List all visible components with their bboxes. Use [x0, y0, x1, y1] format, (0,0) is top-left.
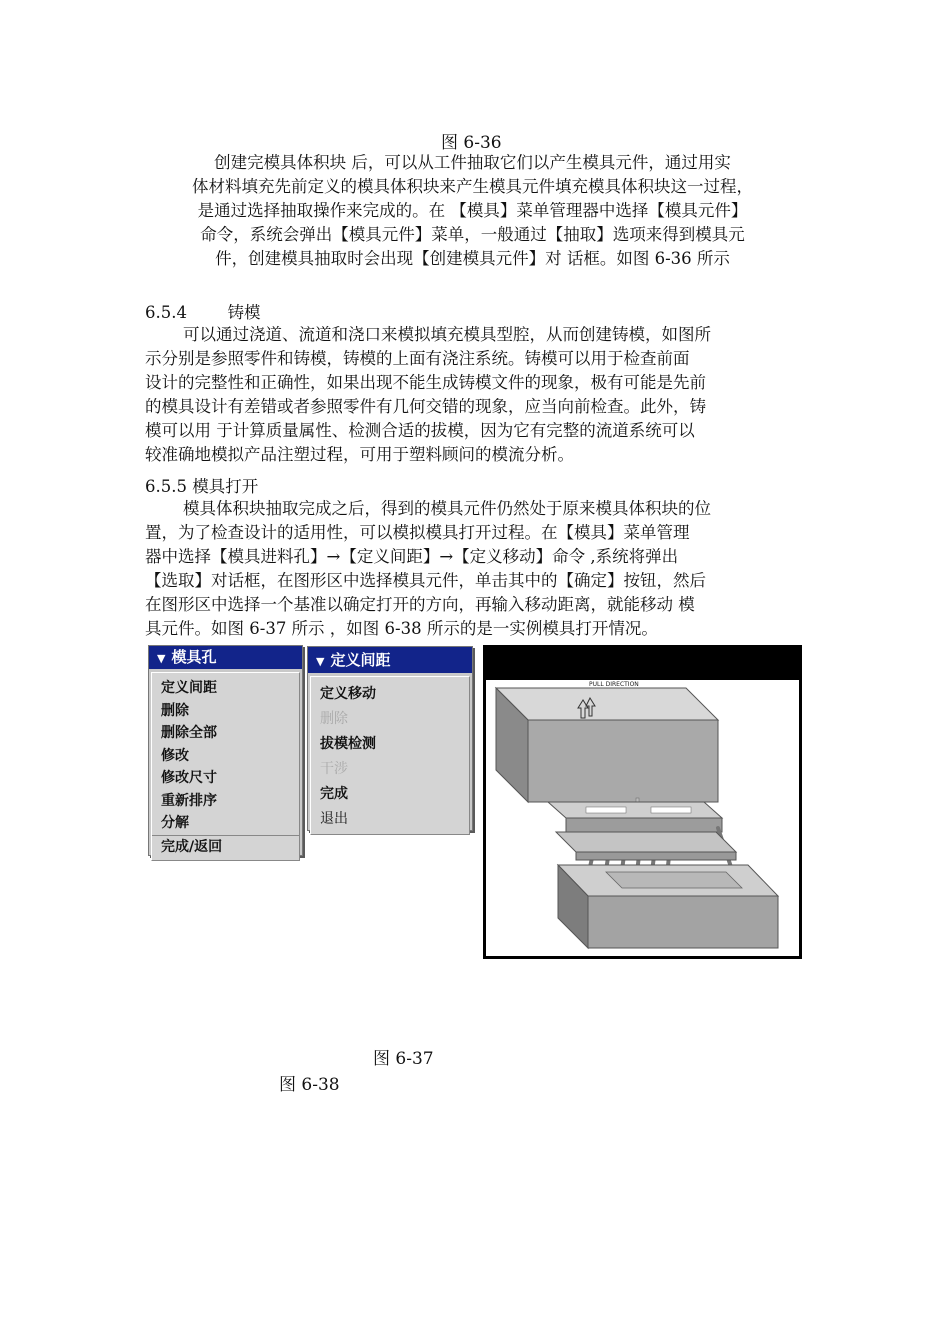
text-line: 在图形区中选择一个基准以确定打开的方向，再输入移动距离，就能移动 模 [145, 595, 695, 614]
text-line: 体材料填充先前定义的模具体积块来产生模具元件填充模具体积块这一过程， [192, 177, 753, 196]
text-line: 件，创建模具抽取时会出现【创建模具元件】对 话框。如图 6-36 所示 [215, 249, 730, 268]
paragraph-casting [145, 323, 800, 467]
figure-caption-6-37: 图 6-37 [373, 1049, 434, 1069]
paragraph-mold-open [145, 497, 800, 641]
text-line: 创建完模具体积块 后，可以从工件抽取它们以产生模具元件，通过用实 [214, 153, 731, 172]
text-line: 模具体积块抽取完成之后，得到的模具元件仍然处于原来模具体积块的位 [183, 499, 711, 518]
runner-plate-front [566, 818, 722, 832]
plate-slot [586, 807, 626, 813]
middle-plate-top [556, 832, 736, 852]
menu-mold-hole [148, 645, 303, 856]
menu-item-done[interactable]: 完成 [320, 786, 348, 802]
menu-item-define-move[interactable]: 定义移动 [320, 686, 376, 702]
section-heading-mold-open: 6.5.5 模具打开 [145, 477, 259, 496]
triangle-down-icon: ▼ [157, 652, 166, 665]
upper-block-front [528, 720, 718, 802]
section-heading-casting [145, 299, 260, 323]
menu-item-delete[interactable]: 删除 [161, 702, 189, 719]
runner-plate-top [548, 802, 722, 818]
text-line: 器中选择【模具进料孔】→【定义间距】→【定义移动】命令 ,系统将弹出 [145, 547, 679, 566]
text-line: 的模具设计有差错或者参照零件有几何交错的现象，应当向前检查。此外，铸 [145, 397, 706, 416]
menu-item-modify-dimension[interactable]: 修改尺寸 [161, 770, 217, 786]
mold-illustration [486, 680, 799, 956]
menu-title-label: 定义间距 [330, 651, 391, 669]
menu-item-done-return[interactable]: 完成/返回 [152, 835, 299, 859]
mold-open-render [483, 645, 802, 959]
text-line: 【选取】对话框，在图形区中选择模具元件，单击其中的【确定】按钮，然后 [145, 571, 706, 590]
text-line: 命令，系统会弹出【模具元件】菜单，一般通过【抽取】选项来得到模具元 [200, 225, 745, 244]
upper-block-top [496, 688, 718, 720]
text-line: 较准确地模拟产品注塑过程，可用于塑料顾问的模流分析。 [145, 445, 574, 464]
render-viewport [486, 680, 799, 956]
text-line: 设计的完整性和正确性，如果出现不能生成铸模文件的现象，极有可能是先前 [145, 373, 706, 392]
menu-item-quit[interactable]: 退出 [320, 811, 348, 827]
menu-title-bar[interactable] [308, 647, 472, 673]
menu-title-bar[interactable] [149, 646, 302, 669]
lower-cavity [606, 872, 742, 888]
text-line: 可以通过浇道、流道和浇口来模拟填充模具型腔，从而创建铸模，如图所 [183, 325, 711, 344]
plate-slot [651, 807, 691, 813]
menu-item-modify[interactable]: 修改 [161, 747, 189, 764]
text-line: 模可以用 于计算质量属性、检测合适的拔模，因为它有完整的流道系统可以 [145, 421, 695, 440]
menu-item-draft-check[interactable]: 拔模检测 [320, 736, 376, 752]
menu-item-define-spacing[interactable]: 定义间距 [161, 680, 217, 696]
menu-item-delete: 删除 [320, 711, 348, 727]
text-line: 置，为了检查设计的适用性，可以模拟模具打开过程。在【模具】菜单管理 [145, 523, 690, 542]
menu-title-label: 模具孔 [171, 648, 217, 666]
menu-define-spacing [307, 646, 473, 831]
text-line: 是通过选择抽取操作来完成的。在 【模具】菜单管理器中选择【模具元件】 [197, 201, 748, 220]
menu-items [151, 672, 300, 861]
section-number: 6.5.4 [145, 303, 187, 322]
menu-item-delete-all[interactable]: 删除全部 [161, 725, 217, 741]
menu-item-interference: 干涉 [320, 761, 348, 777]
lower-block-front [588, 896, 778, 948]
figure-caption-6-36: 图 6-36 [441, 133, 502, 153]
middle-plate-front [576, 852, 736, 860]
menu-item-reorder[interactable]: 重新排序 [161, 792, 217, 809]
text-line: 示分别是参照零件和铸模，铸模的上面有浇注系统。铸模可以用于检查前面 [145, 349, 690, 368]
menu-item-explode[interactable]: 分解 [161, 815, 189, 831]
paragraph-mold-component [145, 151, 800, 271]
figure-caption-6-38: 图 6-38 [279, 1075, 340, 1095]
text-line: 具元件。如图 6-37 所示 ，如图 6-38 所示的是一实例模具打开情况。 [145, 619, 658, 638]
triangle-down-icon: ▼ [316, 655, 325, 668]
menu-items [310, 676, 470, 835]
pull-direction-label: PULL DIRECTION [589, 681, 639, 688]
section-title: 铸模 [227, 303, 261, 322]
